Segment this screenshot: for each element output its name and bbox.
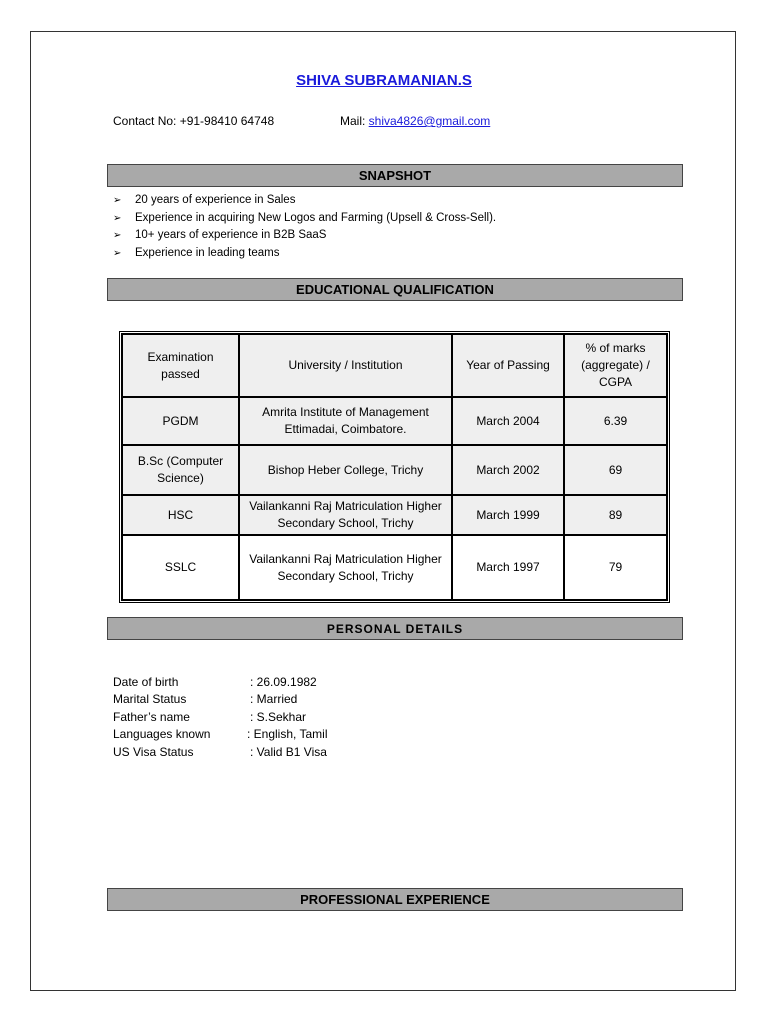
email-label: Mail: bbox=[340, 114, 369, 128]
table-cell: March 1999 bbox=[452, 495, 564, 535]
candidate-name: SHIVA SUBRAMANIAN.S bbox=[296, 72, 472, 89]
table-cell: PGDM bbox=[122, 397, 239, 445]
snapshot-item: ➢ 10+ years of experience in B2B SaaS bbox=[113, 227, 496, 245]
snapshot-heading: SNAPSHOT bbox=[107, 164, 683, 187]
table-cell: 79 bbox=[564, 535, 667, 600]
table-row bbox=[122, 495, 667, 535]
email-link[interactable]: shiva4826@gmail.com bbox=[368, 114, 491, 128]
father-name-label: Father’s name bbox=[113, 710, 190, 724]
table-header-cell: Examination passed bbox=[122, 334, 239, 397]
education-heading: EDUCATIONAL QUALIFICATION bbox=[107, 278, 683, 301]
table-cell: Vailankanni Raj Matriculation Higher Secondary School, Trichy bbox=[239, 495, 452, 535]
snapshot-item: ➢ Experience in leading teams bbox=[113, 245, 496, 263]
table-cell: Amrita Institute of Management Ettimadai, Coimbatore. bbox=[239, 397, 452, 445]
table-cell: 6.39 bbox=[564, 397, 667, 445]
table-cell: SSLC bbox=[122, 535, 239, 600]
table-row bbox=[122, 397, 667, 445]
languages-value: : English, Tamil bbox=[247, 727, 328, 741]
professional-experience-heading: PROFESSIONAL EXPERIENCE bbox=[107, 888, 683, 911]
snapshot-item: ➢ 20 years of experience in Sales bbox=[113, 192, 496, 210]
table-row bbox=[122, 445, 667, 495]
table-cell: Bishop Heber College, Trichy bbox=[239, 445, 452, 495]
table-cell: 89 bbox=[564, 495, 667, 535]
table-header-cell: University / Institution bbox=[239, 334, 452, 397]
table-cell: Vailankanni Raj Matriculation Higher Secondary School, Trichy bbox=[239, 535, 452, 600]
personal-details-heading: PERSONAL DETAILS bbox=[107, 617, 683, 640]
table-cell: 69 bbox=[564, 445, 667, 495]
table-cell: March 1997 bbox=[452, 535, 564, 600]
table-header-cell: Year of Passing bbox=[452, 334, 564, 397]
languages-label: Languages known bbox=[113, 727, 211, 741]
email-line bbox=[340, 114, 490, 128]
table-cell: HSC bbox=[122, 495, 239, 535]
visa-status-value: : Valid B1 Visa bbox=[250, 745, 327, 759]
snapshot-list bbox=[113, 192, 496, 262]
contact-number: Contact No: +91-98410 64748 bbox=[113, 114, 275, 128]
snapshot-item: ➢ Experience in acquiring New Logos and Farming (Upsell & Cross-Sell). bbox=[113, 210, 496, 228]
marital-status-value: : Married bbox=[250, 692, 298, 706]
table-cell: March 2004 bbox=[452, 397, 564, 445]
table-header-row bbox=[122, 334, 667, 397]
table-row bbox=[122, 535, 667, 600]
dob-label: Date of birth bbox=[113, 675, 179, 689]
father-name-value: : S.Sekhar bbox=[250, 710, 307, 724]
dob-value: : 26.09.1982 bbox=[250, 675, 317, 689]
table-cell: B.Sc (Computer Science) bbox=[122, 445, 239, 495]
table-header-cell: % of marks (aggregate) / CGPA bbox=[564, 334, 667, 397]
table-cell: March 2002 bbox=[452, 445, 564, 495]
education-table bbox=[119, 331, 670, 603]
marital-status-label: Marital Status bbox=[113, 692, 187, 706]
visa-status-label: US Visa Status bbox=[113, 745, 194, 759]
